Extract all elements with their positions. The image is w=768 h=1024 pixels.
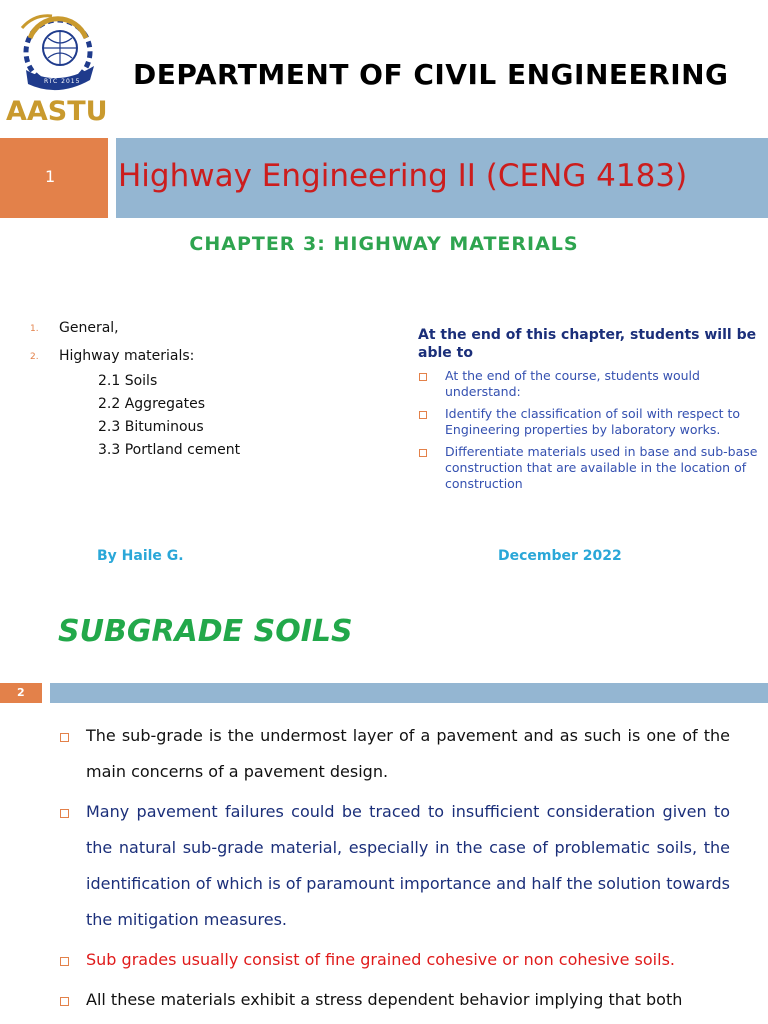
square-bullet-icon [60,809,69,818]
square-bullet-icon [60,733,69,742]
toc-item [30,320,350,342]
square-bullet-icon [60,957,69,966]
square-bullet-icon [419,449,427,457]
objective-text: Identify the classification of soil with respect to Engineering properties by laboratory works. [445,406,741,437]
toc-item [30,348,350,370]
toc-item-label: Highway materials: [59,348,195,364]
paragraph-text: The sub-grade is the undermost layer of a pavement and as such is one of the main concerns of a pavement design. [86,726,730,781]
slide-2-title: SUBGRADE SOILS [58,614,353,649]
chapter-title: CHAPTER 3: HIGHWAY MATERIALS [189,233,579,255]
learning-objectives [418,326,758,498]
objectives-heading: At the end of this chapter, students will be able to [418,327,757,361]
toc-subitem: 2.1 Soils [98,373,158,389]
slide-number-box [0,683,42,703]
list-item [418,368,758,400]
square-bullet-icon [419,411,427,419]
slide-2-content [58,718,730,1022]
date: December 2022 [498,548,622,564]
slide-number-box [0,138,108,218]
slide-number: 1 [45,167,56,186]
paragraph-text: Many pavement failures could be traced to insufficient consideration given to the natural sub-grade material, especially in the case of problematic soils, the identification of which is of paramount importance and half the solution towards the mitigation measures. [86,802,730,929]
paragraph-text: All these materials exhibit a stress dependent behavior implying that both [86,990,683,1009]
slide-2-header-bar [50,683,768,703]
author: By Haile G. [97,548,184,564]
objectives-list [418,368,758,492]
toc-subitem: 2.2 Aggregates [98,396,205,412]
list-item [58,982,730,1018]
logo-text: AASTU [6,96,108,127]
course-title-bar [116,138,768,218]
slide-number: 2 [17,686,25,699]
objective-text: Differentiate materials used in base and sub-base construction that are available in the location of construction [445,444,758,491]
logo-ribbon-text: RTC 2015 [44,78,81,85]
table-of-contents [30,320,350,462]
toc-item-number: 1. [30,324,39,334]
course-title: Highway Engineering II (CENG 4183) [118,158,688,194]
list-item [58,794,730,938]
toc-subitem: 3.3 Portland cement [98,442,241,458]
list-item [58,718,730,790]
list-item [58,942,730,978]
paragraph-text: Sub grades usually consist of fine grained cohesive or non cohesive soils. [86,950,675,969]
list-item [418,406,758,438]
objective-text: At the end of the course, students would understand: [445,368,700,399]
toc-item-label: General, [59,320,119,336]
toc-item-number: 2. [30,352,39,362]
list-item [418,444,758,492]
square-bullet-icon [60,997,69,1006]
square-bullet-icon [419,373,427,381]
toc-subitem: 2.3 Bituminous [98,419,204,435]
department-heading: DEPARTMENT OF CIVIL ENGINEERING [133,58,729,91]
